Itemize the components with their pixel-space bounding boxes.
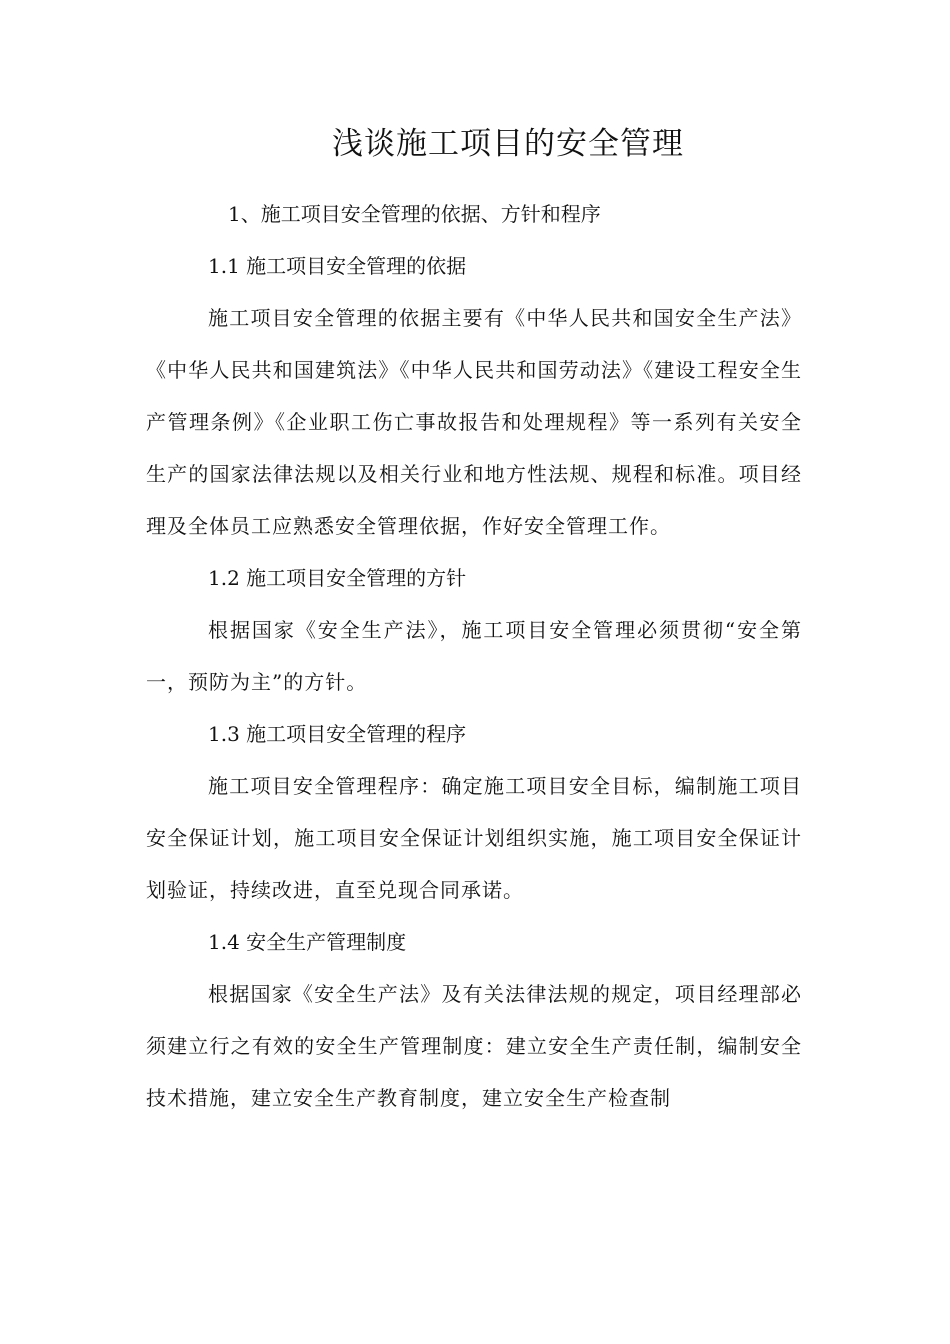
subsection-heading-1-2: 1.2 施工项目安全管理的方针	[208, 566, 467, 590]
paragraph-1-3: 施工项目安全管理程序：确定施工项目安全目标，编制施工项目安全保证计划，施工项目安全保证计划组织实施，施工项目安全保证计划验证，持续改进，直至兑现合同承诺。	[146, 774, 802, 902]
section-heading-1: 1、施工项目安全管理的依据、方针和程序	[228, 202, 601, 226]
paragraph-1-2: 根据国家《安全生产法》，施工项目安全管理必须贯彻“安全第一，预防为主”的方针。	[146, 618, 802, 694]
document-body	[146, 188, 802, 1124]
subsection-heading-1-4: 1.4 安全生产管理制度	[208, 930, 407, 954]
subsection-heading-1-1: 1.1 施工项目安全管理的依据	[208, 254, 467, 278]
document-title: 浅谈施工项目的安全管理	[332, 126, 684, 162]
subsection-heading-1-3: 1.3 施工项目安全管理的程序	[208, 722, 467, 746]
paragraph-1-4: 根据国家《安全生产法》及有关法律法规的规定，项目经理部必须建立行之有效的安全生产管理制度：建立安全生产责任制，编制安全技术措施，建立安全生产教育制度，建立安全生产检查制	[146, 982, 802, 1110]
paragraph-1-1: 施工项目安全管理的依据主要有《中华人民共和国安全生产法》《中华人民共和国建筑法》《中华人民共和国劳动法》《建设工程安全生产管理条例》《企业职工伤亡事故报告和处理规程》等一系列有关安全生产的国家法律法规以及相关行业和地方性法规、规程和标准。项目经理及全体员工应熟悉安全管理依据，作好安全管理工作。	[146, 306, 802, 538]
